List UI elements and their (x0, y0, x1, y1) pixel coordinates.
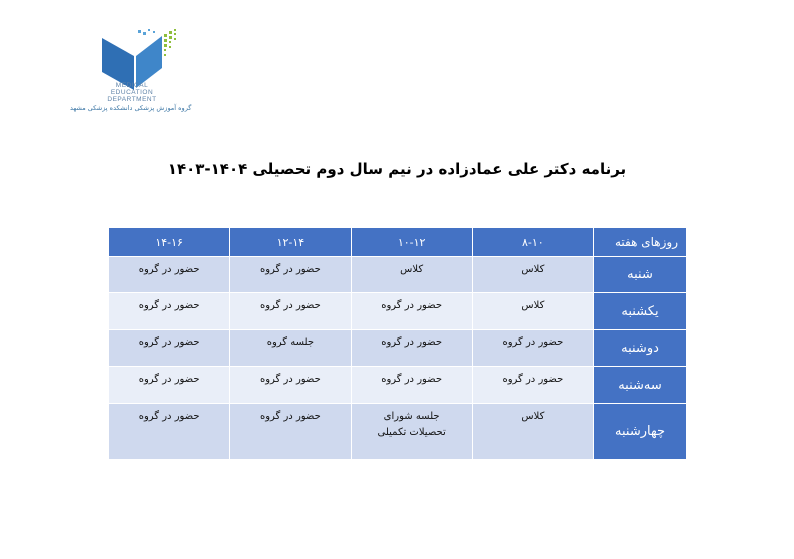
header-slot-12-14: ۱۲-۱۴ (230, 228, 351, 257)
day-label: سه‌شنبه (594, 367, 687, 404)
table-cell: حضور در گروه (230, 257, 351, 293)
table-header-row (109, 228, 687, 257)
table-cell: حضور در گروه (351, 293, 472, 330)
schedule-table (108, 227, 687, 460)
table-cell: کلاس (472, 257, 593, 293)
table-cell: کلاس (351, 257, 472, 293)
header-days-of-week: روزهای هفته (594, 228, 687, 257)
table-cell: حضور در گروه (109, 257, 230, 293)
table-cell: حضور در گروه (109, 404, 230, 460)
table-cell: حضور در گروه (230, 404, 351, 460)
header-slot-14-16: ۱۴-۱۶ (109, 228, 230, 257)
table-cell: حضور در گروه (109, 293, 230, 330)
table-cell: کلاس (472, 404, 593, 460)
logo-line-education: EDUCATION (110, 89, 154, 96)
logo-english-text (68, 82, 196, 103)
table-row (109, 330, 687, 367)
table-row (109, 293, 687, 330)
logo-line-medical: MEDICAL (115, 82, 149, 89)
table-cell: حضور در گروه (109, 367, 230, 404)
table-cell: حضور در گروه (351, 367, 472, 404)
logo-line-department: DEPARTMENT (107, 96, 157, 103)
table-cell: حضور در گروه (230, 293, 351, 330)
table-cell: جلسه گروه (230, 330, 351, 367)
day-label: چهارشنبه (594, 404, 687, 460)
table-cell: حضور در گروه (109, 330, 230, 367)
header-slot-10-12: ۱۰-۱۲ (351, 228, 472, 257)
table-cell: جلسه شورای تحصیلات تکمیلی (351, 404, 472, 460)
table-cell: حضور در گروه (230, 367, 351, 404)
day-label: یکشنبه (594, 293, 687, 330)
department-logo (60, 28, 230, 118)
table-row (109, 367, 687, 404)
table-cell: حضور در گروه (472, 330, 593, 367)
header-slot-8-10: ۸-۱۰ (472, 228, 593, 257)
table-row (109, 404, 687, 460)
logo-persian-caption: گروه آموزش پزشکی دانشکده پزشکی مشهد (70, 104, 192, 112)
day-label: شنبه (594, 257, 687, 293)
day-label: دوشنبه (594, 330, 687, 367)
logo-emblem-icon (102, 28, 182, 90)
table-cell: کلاس (472, 293, 593, 330)
table-cell: حضور در گروه (351, 330, 472, 367)
table-cell: حضور در گروه (472, 367, 593, 404)
table-row (109, 257, 687, 293)
page-title: برنامه دکتر علی عمادزاده در نیم سال دوم تحصیلی ۱۴۰۴-۱۴۰۳ (167, 160, 627, 178)
